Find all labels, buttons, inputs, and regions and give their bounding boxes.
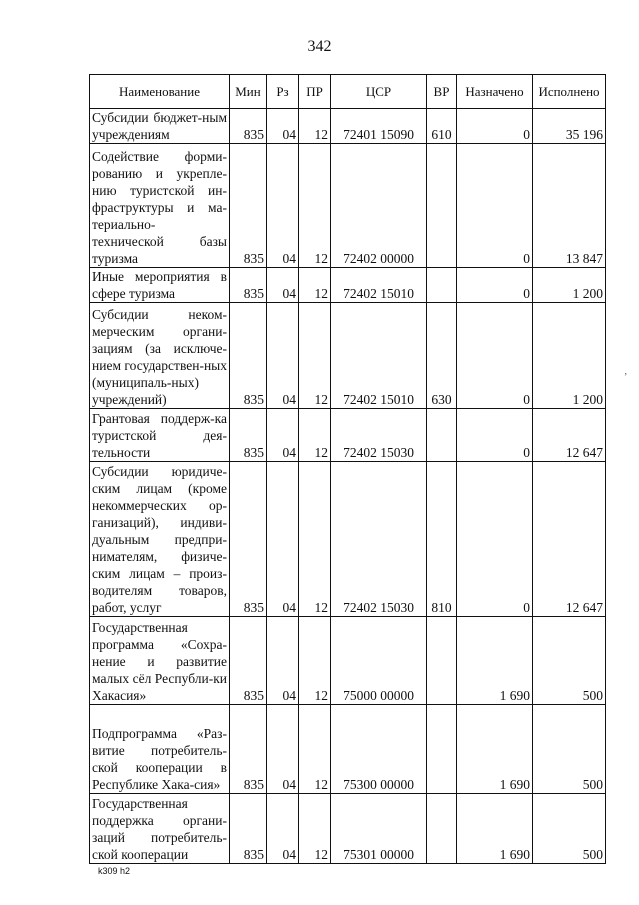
- row-rz: 04: [267, 617, 299, 705]
- row-rz: 04: [267, 144, 299, 268]
- row-assigned: 0: [457, 462, 533, 617]
- row-assigned: 1 690: [457, 794, 533, 864]
- row-vr: [427, 617, 457, 705]
- row-min: 835: [230, 268, 267, 303]
- row-csr: 75300 00000: [331, 705, 427, 794]
- table-row: [90, 303, 606, 409]
- row-pr: 12: [299, 462, 331, 617]
- row-vr: [427, 144, 457, 268]
- header-vr: ВР: [427, 75, 457, 109]
- row-executed: 12 647: [533, 409, 606, 462]
- row-min: 835: [230, 109, 267, 144]
- row-rz: 04: [267, 794, 299, 864]
- page-number: 342: [307, 38, 332, 55]
- row-csr: 72402 15030: [331, 462, 427, 617]
- scan-mark: ’: [624, 372, 628, 383]
- row-rz: 04: [267, 303, 299, 409]
- row-pr: 12: [299, 144, 331, 268]
- row-rz: 04: [267, 109, 299, 144]
- row-pr: 12: [299, 303, 331, 409]
- header-csr: ЦСР: [331, 75, 427, 109]
- row-executed: 1 200: [533, 268, 606, 303]
- row-executed: 13 847: [533, 144, 606, 268]
- row-vr: [427, 705, 457, 794]
- header-rz: Рз: [267, 75, 299, 109]
- row-executed: 1 200: [533, 303, 606, 409]
- header-name: Наименование: [90, 75, 230, 109]
- table-row: [90, 705, 606, 794]
- row-csr: 72402 15010: [331, 268, 427, 303]
- row-executed: 500: [533, 617, 606, 705]
- row-csr: 72401 15090: [331, 109, 427, 144]
- row-csr: 75000 00000: [331, 617, 427, 705]
- row-rz: 04: [267, 268, 299, 303]
- header-executed: Исполнено: [533, 75, 606, 109]
- row-assigned: 1 690: [457, 617, 533, 705]
- row-rz: 04: [267, 462, 299, 617]
- row-min: 835: [230, 705, 267, 794]
- row-pr: 12: [299, 794, 331, 864]
- row-assigned: 0: [457, 109, 533, 144]
- row-name: Субсидии бюджет-ным учреждениям: [90, 109, 230, 144]
- table-row: [90, 144, 606, 268]
- row-executed: 35 196: [533, 109, 606, 144]
- row-rz: 04: [267, 409, 299, 462]
- row-rz: 04: [267, 705, 299, 794]
- row-name: Подпрограмма «Раз-витие потребитель-ской кооперации в Республике Хака-сия»: [90, 705, 230, 794]
- footer-code: k309 h2: [98, 866, 131, 876]
- budget-table: [89, 74, 606, 864]
- row-assigned: 0: [457, 409, 533, 462]
- row-vr: [427, 268, 457, 303]
- row-vr: 610: [427, 109, 457, 144]
- row-min: 835: [230, 794, 267, 864]
- row-name: Субсидии неком-мерческим органи-зациям (за исключе-нием государствен-ных (муниципаль-ных) учреждений): [90, 303, 230, 409]
- row-name: Субсидии юридиче-ским лицам (кроме некоммерческих ор-ганизаций), индиви-дуальным предпри-нимателям, физиче-ским лицам – произ-водителям товаров, работ, услуг: [90, 462, 230, 617]
- table-row: [90, 794, 606, 864]
- table-row: [90, 617, 606, 705]
- row-executed: 500: [533, 705, 606, 794]
- row-assigned: 1 690: [457, 705, 533, 794]
- row-vr: 630: [427, 303, 457, 409]
- header-row: [90, 75, 606, 109]
- row-vr: [427, 794, 457, 864]
- row-assigned: 0: [457, 303, 533, 409]
- table-row: [90, 268, 606, 303]
- row-min: 835: [230, 409, 267, 462]
- row-name: Государственная поддержка органи-заций потребитель-ской кооперации: [90, 794, 230, 864]
- row-name: Грантовая поддерж-ка туристской дея-тельности: [90, 409, 230, 462]
- header-pr: ПР: [299, 75, 331, 109]
- row-name: Государственная программа «Сохра-нение и развитие малых сёл Республи-ки Хакасия»: [90, 617, 230, 705]
- row-min: 835: [230, 462, 267, 617]
- row-vr: [427, 409, 457, 462]
- row-csr: 72402 15010: [331, 303, 427, 409]
- table-row: [90, 109, 606, 144]
- row-min: 835: [230, 303, 267, 409]
- row-min: 835: [230, 144, 267, 268]
- row-pr: 12: [299, 268, 331, 303]
- row-pr: 12: [299, 109, 331, 144]
- table-row: [90, 409, 606, 462]
- row-name: Иные мероприятия в сфере туризма: [90, 268, 230, 303]
- row-pr: 12: [299, 705, 331, 794]
- row-name: Содействие форми-рованию и укрепле-нию туристской ин-фраструктуры и ма-териально-технической базы туризма: [90, 144, 230, 268]
- row-assigned: 0: [457, 144, 533, 268]
- row-executed: 500: [533, 794, 606, 864]
- row-min: 835: [230, 617, 267, 705]
- row-csr: 75301 00000: [331, 794, 427, 864]
- row-pr: 12: [299, 409, 331, 462]
- row-vr: 810: [427, 462, 457, 617]
- row-assigned: 0: [457, 268, 533, 303]
- row-pr: 12: [299, 617, 331, 705]
- row-csr: 72402 00000: [331, 144, 427, 268]
- table-row: [90, 462, 606, 617]
- row-csr: 72402 15030: [331, 409, 427, 462]
- row-executed: 12 647: [533, 462, 606, 617]
- header-assigned: Назначено: [457, 75, 533, 109]
- header-min: Мин: [230, 75, 267, 109]
